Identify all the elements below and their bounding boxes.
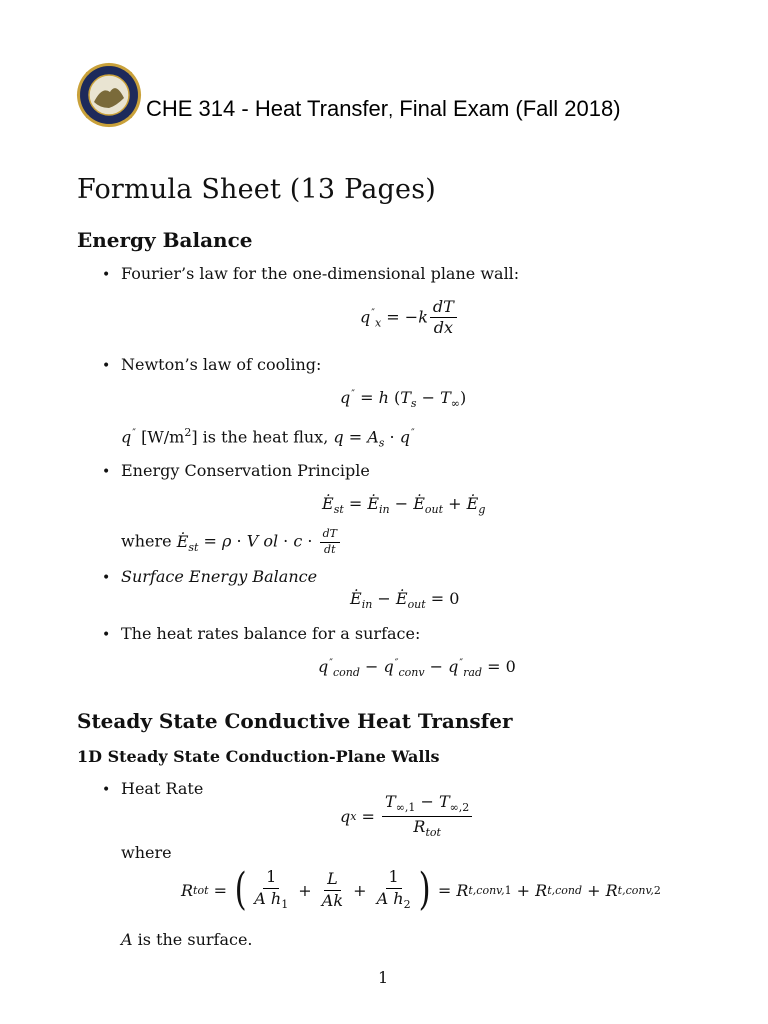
surface-note: A is the surface. (121, 930, 253, 949)
where-label-2: where (121, 843, 172, 862)
energy-conservation-equation: . $E_{st}$ = . $E_{in}$ − . $E_{out}$ + . $E_g$ (322, 494, 485, 516)
energy-storage-definition: where . $E_{st} = \rho \cdot V$ ol · c · $\frac{dT}{dt}$ (121, 528, 342, 556)
newton-law-equation: q″ = h $(T_s - T_\infty)$ (340, 388, 467, 411)
bullet-icon: • (102, 570, 111, 586)
total-resistance-equation: R tot = ( $\frac{1}{A h_1}$ + $\frac{L}{Ak}$ + $\frac{1}{A h_2}$ ) = R t,conv, 1 + R t,cond + R t,conv, 2 (181, 864, 661, 915)
section-heading-energy-balance: Energy Balance (77, 228, 253, 252)
heat-rates-balance-text: The heat rates balance for a surface: (121, 624, 421, 643)
surface-note-text: is the surface. (137, 930, 253, 949)
bullet-icon: • (102, 782, 111, 798)
subsection-heading-plane-walls: 1D Steady State Conduction-Plane Walls (77, 747, 440, 766)
title-separator: , (388, 100, 394, 120)
heat-rates-balance-equation: $q''_{cond} - q''_{conv} - q''_{rad} = 0$ (318, 657, 516, 680)
bullet-icon: • (102, 267, 111, 283)
newton-law-text: Newton’s law of cooling: (121, 355, 322, 374)
fourier-law-text: Fourier’s law for the one-dimensional plane wall: (121, 264, 520, 283)
fourier-law-equation: $q''_x = -k$ $\frac{dT}{dx}$ (360, 298, 459, 338)
surface-energy-balance-text: Surface Energy Balance (121, 567, 318, 586)
exam-title (146, 96, 621, 122)
surface-energy-balance-equation: . $E_{in}$ − . $E_{out} = 0$ (350, 589, 459, 611)
section-heading-steady-state: Steady State Conductive Heat Transfer (77, 709, 513, 733)
university-seal-logo (76, 62, 142, 128)
energy-conservation-text: Energy Conservation Principle (121, 461, 370, 480)
bullet-icon: • (102, 464, 111, 480)
course-name: CHE 314 - Heat Transfer (146, 96, 389, 121)
where-label: where (121, 531, 172, 551)
bullet-icon: • (102, 627, 111, 643)
heat-rate-equation: q x = $\frac{T_{\infty,1} - T_{\infty,2}}{R_{tot}}$ (340, 793, 474, 840)
page-number: 1 (378, 968, 389, 987)
exam-name: Final Exam (Fall 2018) (399, 96, 621, 121)
bullet-icon: • (102, 358, 111, 374)
heat-flux-note-tail: ] is the heat flux, (191, 427, 329, 447)
heat-flux-units: [W/m (141, 427, 185, 447)
heat-rate-text: Heat Rate (121, 779, 204, 798)
page-title: Formula Sheet (13 Pages) (77, 174, 436, 205)
heat-flux-note: q″ $[W/m^2]$ is the heat flux, $q = A_s \cdot q''$ (121, 426, 415, 450)
